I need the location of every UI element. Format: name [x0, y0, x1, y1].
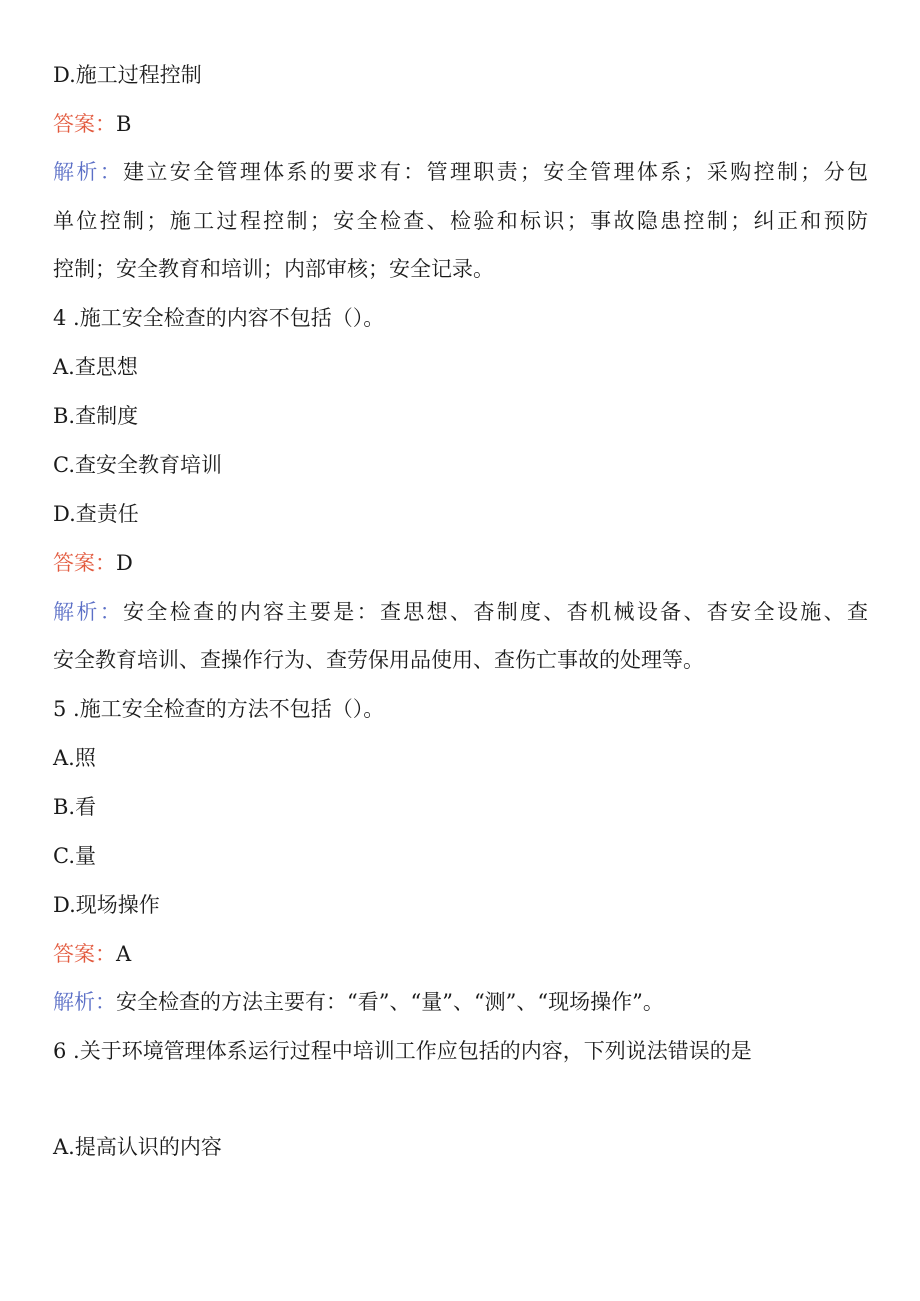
analysis-text: 安全检查的内容主要是：查思想、杳制度、杳机械设备、杳安全设施、查 — [123, 600, 869, 624]
q3-analysis-line-2: 单位控制；施工过程控制；安全检查、检验和标识；事故隐患控制；纠正和预防 — [53, 209, 868, 233]
q4-option-a: A.查思想 — [53, 355, 138, 379]
q3-analysis-line-1 — [53, 159, 868, 185]
q3-analysis-line-3: 控制；安全教育和培训；内部审核；安全记录。 — [53, 257, 494, 281]
q6-option-a: A.提高认识的内容 — [53, 1135, 222, 1159]
q5-option-a: A.照 — [53, 746, 96, 770]
q4-option-c: C.查安全教育培训 — [53, 453, 222, 477]
analysis-label: 解析： — [53, 600, 124, 624]
q4-answer — [53, 550, 868, 576]
q4-analysis-line-1 — [53, 599, 868, 625]
q6-stem: 6 .关于环境管理体系运行过程中培训工作应包括的内容，下列说法错误的是 — [53, 1039, 752, 1063]
q5-stem: 5 .施工安全检查的方法不包括（）。 — [53, 697, 385, 721]
q5-analysis-line-1 — [53, 989, 868, 1015]
q5-option-c: C.量 — [53, 844, 96, 868]
answer-value: D — [116, 551, 133, 575]
q4-option-b: B.查制度 — [53, 404, 139, 428]
q5-option-b: B.看 — [53, 795, 97, 819]
answer-label: 答案： — [53, 551, 116, 575]
q3-option-d: D.施工过程控制 — [53, 63, 202, 87]
answer-value: B — [116, 112, 132, 136]
analysis-text: 建立安全管理体系的要求有：管理职责；安全管理体系；采购控制；分包 — [123, 160, 869, 184]
q3-answer — [53, 111, 868, 137]
q4-analysis-line-2: 安全教育培训、查操作行为、查劳保用品使用、查伤亡事故的处理等。 — [53, 648, 704, 672]
analysis-label: 解析： — [53, 160, 124, 184]
answer-label: 答案： — [53, 112, 116, 136]
q5-option-d: D.现场操作 — [53, 893, 160, 917]
q4-stem: 4 .施工安全检查的内容不包括（）。 — [53, 306, 385, 330]
analysis-text: 安全检查的方法主要有：“看”、“量”、“测”、“现场操作”。 — [116, 990, 664, 1014]
q4-option-d: D.查责任 — [53, 502, 139, 526]
analysis-label: 解析： — [53, 990, 116, 1014]
answer-value: A — [116, 942, 132, 966]
q5-answer — [53, 941, 868, 967]
answer-label: 答案： — [53, 942, 116, 966]
